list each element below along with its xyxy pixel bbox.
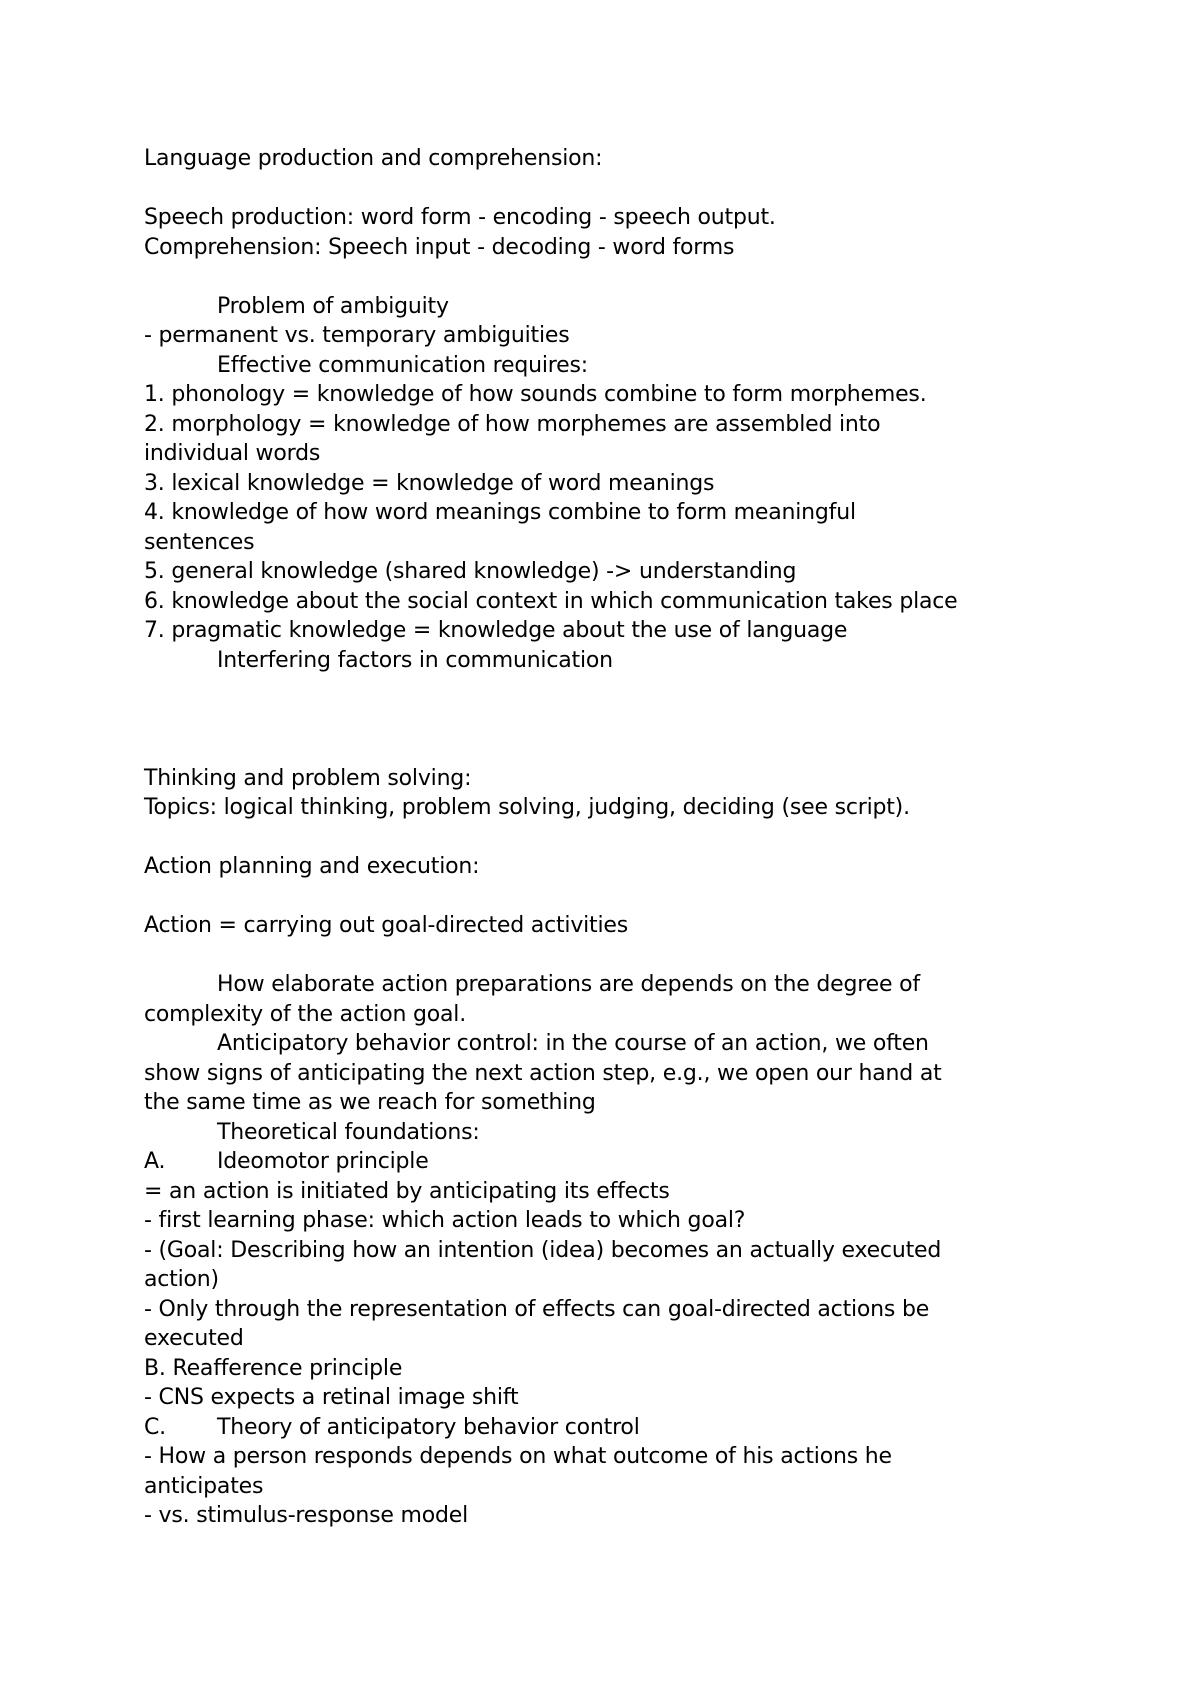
principle-line: - first learning phase: which action leads to which goal? <box>144 1208 746 1233</box>
principle-line: = an action is initiated by anticipating its effects <box>144 1178 670 1204</box>
spacer <box>144 174 1084 204</box>
principle-c-label: C. <box>144 1414 166 1440</box>
principle-line: anticipates <box>144 1473 264 1499</box>
spacer <box>144 262 1084 292</box>
principle-line: - CNS expects a retinal image shift <box>144 1385 519 1410</box>
principle-line: - vs. stimulus-response model <box>144 1503 469 1528</box>
section-heading-language: Language production and comprehension: <box>144 146 603 171</box>
paragraph-line: show signs of anticipating the next action step, e.g., we open our hand at <box>144 1060 942 1086</box>
list-item: 5. general knowledge (shared knowledge) -> understanding <box>144 559 797 584</box>
ambiguity-heading: Problem of ambiguity <box>217 293 449 319</box>
spacer <box>144 882 1084 912</box>
principle-line: executed <box>144 1326 244 1351</box>
principle-a-title: Ideomotor principle <box>217 1149 429 1174</box>
spacer <box>144 675 1084 764</box>
spacer <box>144 941 1084 971</box>
ambiguity-item: - permanent vs. temporary ambiguities <box>144 323 570 348</box>
foundations-heading: Theoretical foundations: <box>217 1119 480 1145</box>
list-item: 3. lexical knowledge = knowledge of word meanings <box>144 470 715 496</box>
principle-line: - How a person responds depends on what outcome of his actions he <box>144 1444 892 1469</box>
action-definition: Action = carrying out goal-directed activities <box>144 913 628 938</box>
section-heading-thinking: Thinking and problem solving: <box>144 765 472 791</box>
principle-line: - Only through the representation of effects can goal-directed actions be <box>144 1296 930 1322</box>
list-item: 1. phonology = knowledge of how sounds combine to form morphemes. <box>144 382 927 407</box>
speech-production-line: Speech production: word form - encoding - speech output. <box>144 205 776 230</box>
interfering-heading: Interfering factors in communication <box>217 647 613 673</box>
paragraph-line: Anticipatory behavior control: in the course of an action, we often <box>217 1031 929 1056</box>
principle-a-label: A. <box>144 1149 166 1174</box>
paragraph-line: the same time as we reach for something <box>144 1090 596 1115</box>
principle-c-title: Theory of anticipatory behavior control <box>217 1414 640 1440</box>
paragraph-line: How elaborate action preparations are depends on the degree of <box>217 972 920 997</box>
principle-b-heading: B. Reafference principle <box>144 1355 403 1381</box>
list-item: 6. knowledge about the social context in which communication takes place <box>144 588 958 614</box>
list-item: 2. morphology = knowledge of how morphemes are assembled into <box>144 411 881 437</box>
document-body <box>144 144 1084 1531</box>
comprehension-line: Comprehension: Speech input - decoding - word forms <box>144 234 735 260</box>
principle-line: action) <box>144 1267 219 1292</box>
list-item: individual words <box>144 441 321 466</box>
paragraph-line: complexity of the action goal. <box>144 1001 467 1027</box>
principle-line: - (Goal: Describing how an intention (idea) becomes an actually executed <box>144 1237 942 1263</box>
list-item: 4. knowledge of how word meanings combine to form meaningful <box>144 500 856 525</box>
list-item: 7. pragmatic knowledge = knowledge about the use of language <box>144 618 848 643</box>
spacer <box>144 823 1084 853</box>
requires-heading: Effective communication requires: <box>217 352 588 378</box>
section-heading-action: Action planning and execution: <box>144 854 480 879</box>
list-item: sentences <box>144 529 255 555</box>
topics-line: Topics: logical thinking, problem solving, judging, deciding (see script). <box>144 795 910 820</box>
principle-a-heading <box>144 1147 1084 1177</box>
principle-c-heading <box>144 1413 1084 1443</box>
